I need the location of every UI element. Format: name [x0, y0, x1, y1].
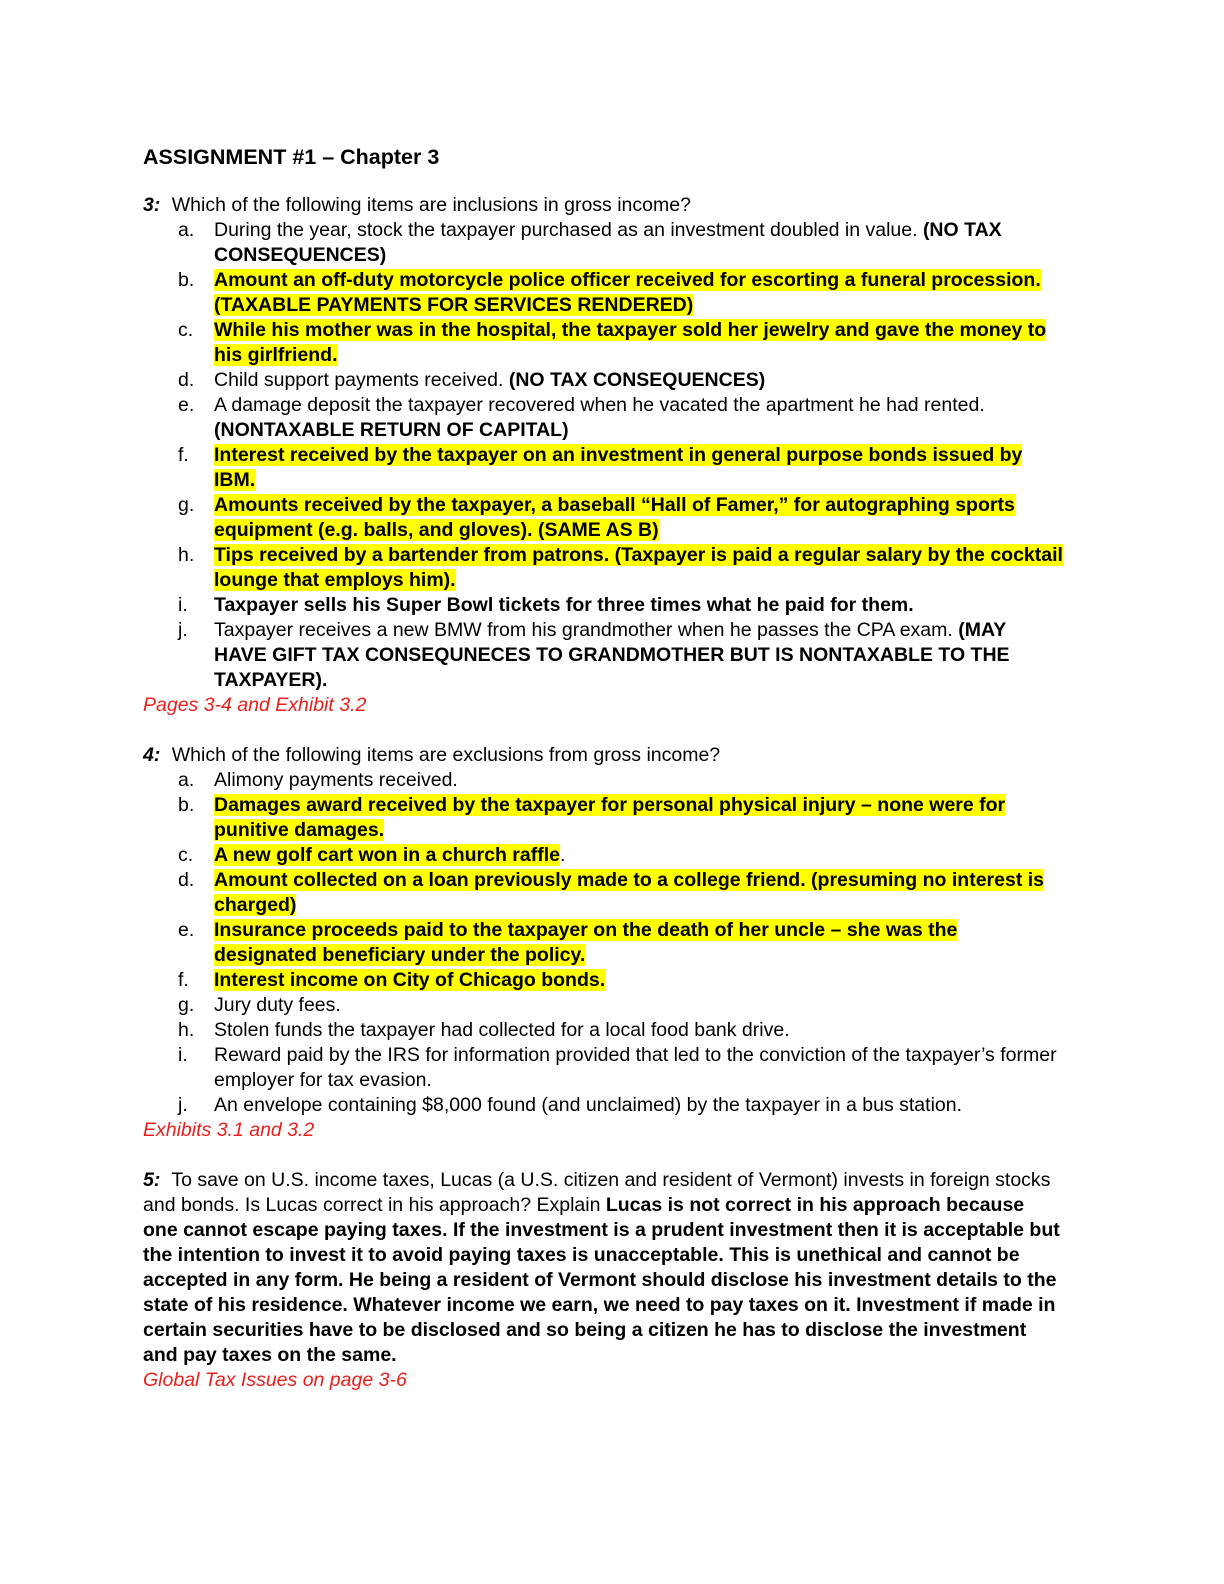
list-item: b. Amount an off-duty motorcycle police officer received for escorting a funeral procession. (TAXABLE PAYMENTS FOR SERVICES RENDERED) — [178, 269, 1041, 316]
page-title: ASSIGNMENT #1 – Chapter 3 — [143, 145, 440, 169]
list-item: e. Insurance proceeds paid to the taxpayer on the death of her uncle – she was the designated beneficiary under the policy. — [178, 919, 958, 966]
question-number: 5: — [143, 1169, 161, 1191]
list-item: c. While his mother was in the hospital, the taxpayer sold her jewelry and gave the money to his girlfriend. — [178, 319, 1047, 366]
list-item: d. Child support payments received. (NO TAX CONSEQUENCES) — [178, 369, 766, 391]
list-item: e. A damage deposit the taxpayer recovered when he vacated the apartment he had rented. (NONTAXABLE RETURN OF CAPITAL) — [178, 394, 985, 441]
question-3-items — [143, 218, 1063, 693]
highlighted-answer: Damages award received by the taxpayer for personal physical injury – none were for punitive damages. — [214, 794, 1006, 841]
list-item: h. Stolen funds the taxpayer had collected for a local food bank drive. — [178, 1019, 790, 1041]
list-item: a. During the year, stock the taxpayer purchased as an investment doubled in value. (NO TAX CONSEQUENCES) — [178, 219, 1002, 266]
highlighted-answer: Insurance proceeds paid to the taxpayer on the death of her uncle – she was the designated beneficiary under the policy. — [214, 919, 958, 966]
question-4-items — [143, 768, 1063, 1118]
list-item: i. Reward paid by the IRS for information provided that led to the conviction of the taxpayer’s former employer for tax evasion. — [178, 1044, 1057, 1091]
reference-note: Global Tax Issues on page 3-6 — [143, 1369, 407, 1391]
list-item: g. Jury duty fees. — [178, 994, 341, 1016]
question-number: 3: — [143, 194, 161, 216]
question-5-prompt: 5: To save on U.S. income taxes, Lucas (a U.S. citizen and resident of Vermont) invests in foreign stocks and bonds. Is Lucas correct in his approach? Explain Lucas is not correct in his approach because one cannot escape paying taxes. If the investment is a prudent investment then it is acceptable but the intention to invest it to avoid paying taxes is unacceptable. This is unethical and cannot be accepted in any form. He being a resident of Vermont should disclose his investment details to the state of his residence. Whatever income we earn, we need to pay taxes on it. Investment if made in certain securities have to be disclosed and so being a citizen he has to disclose the investment and pay taxes on the same. — [143, 1169, 1060, 1366]
question-4-prompt: 4: Which of the following items are exclusions from gross income? — [143, 744, 721, 766]
highlighted-answer: Amount collected on a loan previously made to a college friend. (presuming no interest is charged) — [214, 869, 1044, 916]
highlighted-answer: Amounts received by the taxpayer, a baseball “Hall of Famer,” for autographing sports equipment (e.g. balls, and gloves). (SAME AS B) — [214, 494, 1015, 541]
list-item: f. Interest income on City of Chicago bonds. — [178, 969, 606, 991]
list-item: h. Tips received by a bartender from patrons. (Taxpayer is paid a regular salary by the cocktail lounge that employs him). — [178, 544, 1063, 591]
document-page — [143, 143, 1063, 1393]
list-item: j. An envelope containing $8,000 found (and unclaimed) by the taxpayer in a bus station. — [178, 1094, 963, 1116]
highlighted-answer: A new golf cart won in a church raffle — [214, 844, 560, 866]
question-number: 4: — [143, 744, 161, 766]
highlighted-answer: Amount an off-duty motorcycle police officer received for escorting a funeral procession. (TAXABLE PAYMENTS FOR SERVICES RENDERED) — [214, 269, 1041, 316]
answer-text: Lucas is not correct in his approach because one cannot escape paying taxes. If the investment is a prudent investment then it is acceptable but the intention to invest it to avoid paying taxes is unacceptable. This is unethical and cannot be accepted in any form. He being a resident of Vermont should disclose his investment details to the state of his residence. Whatever income we earn, we need to pay taxes on it. Investment if made in certain securities have to be disclosed and so being a citizen he has to disclose the investment and pay taxes on the same. — [143, 1194, 1060, 1366]
highlighted-answer: Interest income on City of Chicago bonds. — [214, 969, 606, 991]
list-item: d. Amount collected on a loan previously made to a college friend. (presuming no interest is charged) — [178, 869, 1044, 916]
question-3-prompt: 3: Which of the following items are inclusions in gross income? — [143, 194, 691, 216]
question-3 — [143, 193, 1063, 718]
list-item: a. Alimony payments received. — [178, 769, 458, 791]
highlighted-answer: Tips received by a bartender from patrons. (Taxpayer is paid a regular salary by the cocktail lounge that employs him). — [214, 544, 1063, 591]
highlighted-answer: While his mother was in the hospital, the taxpayer sold her jewelry and gave the money to his girlfriend. — [214, 319, 1047, 366]
list-item: i. Taxpayer sells his Super Bowl tickets for three times what he paid for them. — [178, 594, 914, 616]
list-item: c. A new golf cart won in a church raffle. — [178, 844, 566, 866]
question-4 — [143, 743, 1063, 1143]
list-item: j. Taxpayer receives a new BMW from his grandmother when he passes the CPA exam. (MAY HAVE GIFT TAX CONSEQUNECES TO GRANDMOTHER BUT IS NONTAXABLE TO THE TAXPAYER). — [178, 619, 1010, 691]
reference-note: Pages 3-4 and Exhibit 3.2 — [143, 694, 367, 716]
reference-note: Exhibits 3.1 and 3.2 — [143, 1119, 315, 1141]
list-item: g. Amounts received by the taxpayer, a baseball “Hall of Famer,” for autographing sports equipment (e.g. balls, and gloves). (SAME AS B) — [178, 494, 1015, 541]
highlighted-answer: Interest received by the taxpayer on an investment in general purpose bonds issued by IBM. — [214, 444, 1023, 491]
list-item: f. Interest received by the taxpayer on an investment in general purpose bonds issued by IBM. — [178, 444, 1023, 491]
list-item: b. Damages award received by the taxpayer for personal physical injury – none were for punitive damages. — [178, 794, 1006, 841]
question-5 — [143, 1168, 1063, 1393]
